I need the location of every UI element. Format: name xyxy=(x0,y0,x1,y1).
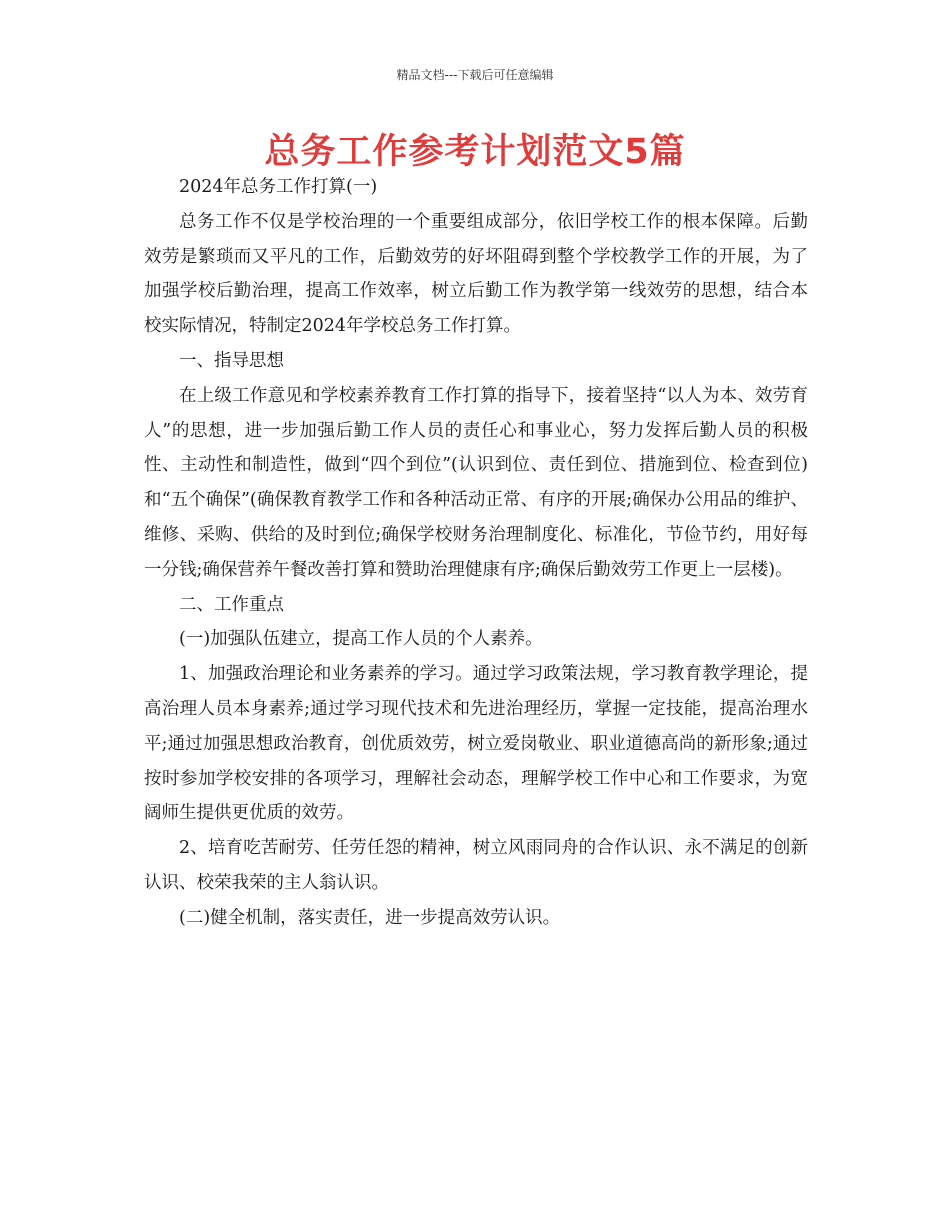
list-item-paragraph-2: 2、培育吃苦耐劳、任劳任怨的精神，树立风雨同舟的合作认识、永不满足的创新认识、校荣我荣的主人翁认识。 xyxy=(144,838,808,893)
document-title: 总务工作参考计划范文5篇 xyxy=(264,132,686,172)
list-item-paragraph-1: 1、加强政治理论和业务素养的学习。通过学习政策法规，学习教育教学理论，提高治理人员本身素养;通过学习现代技术和先进治理经历，掌握一定技能，提高治理水平;通过加强思想政治教育，创优质效劳，树立爱岗敬业、职业道德高尚的新形象;通过按时参加学校安排的各项学习，理解社会动态，理解学校工作中心和工作要求，为宽阔师生提供更优质的效劳。 xyxy=(144,664,808,824)
section-heading-work-focus: 二、工作重点 xyxy=(179,594,284,615)
subsection-heading-team-building: (一)加强队伍建立，提高工作人员的个人素养。 xyxy=(179,629,543,650)
header-note: 精品文档---下载后可任意编辑 xyxy=(396,68,554,82)
intro-paragraph: 总务工作不仅是学校治理的一个重要组成部分，依旧学校工作的根本保障。后勤效劳是繁琐而又平凡的工作，后勤效劳的好坏阻碍到整个学校教学工作的开展，为了加强学校后勤治理，提高工作效率，树立后勤工作为教学第一线效劳的思想，结合本校实际情况，特制定2024年学校总务工作打算。 xyxy=(144,211,808,337)
section-heading-guiding-thought: 一、指导思想 xyxy=(179,350,284,371)
guiding-thought-paragraph: 在上级工作意见和学校素养教育工作打算的指导下，接着坚持“以人为本、效劳育人”的思想，进一步加强后勤工作人员的责任心和事业心，努力发挥后勤人员的积极性、主动性和制造性，做到“四个到位”(认识到位、责任到位、措施到位、检查到位)和“五个确保”(确保教育教学工作和各种活动正常、有序的开展;确保办公用品的维护、维修、采购、供给的及时到位;确保学校财务治理制度化、标准化，节俭节约，用好每一分钱;确保营养午餐改善打算和赞助治理健康有序;确保后勤效劳工作更上一层楼)。 xyxy=(144,385,808,580)
document-body xyxy=(144,170,808,936)
section-subtitle: 2024年总务工作打算(一) xyxy=(179,177,378,197)
subsection-heading-mechanism: (二)健全机制，落实责任，进一步提高效劳认识。 xyxy=(179,907,561,928)
